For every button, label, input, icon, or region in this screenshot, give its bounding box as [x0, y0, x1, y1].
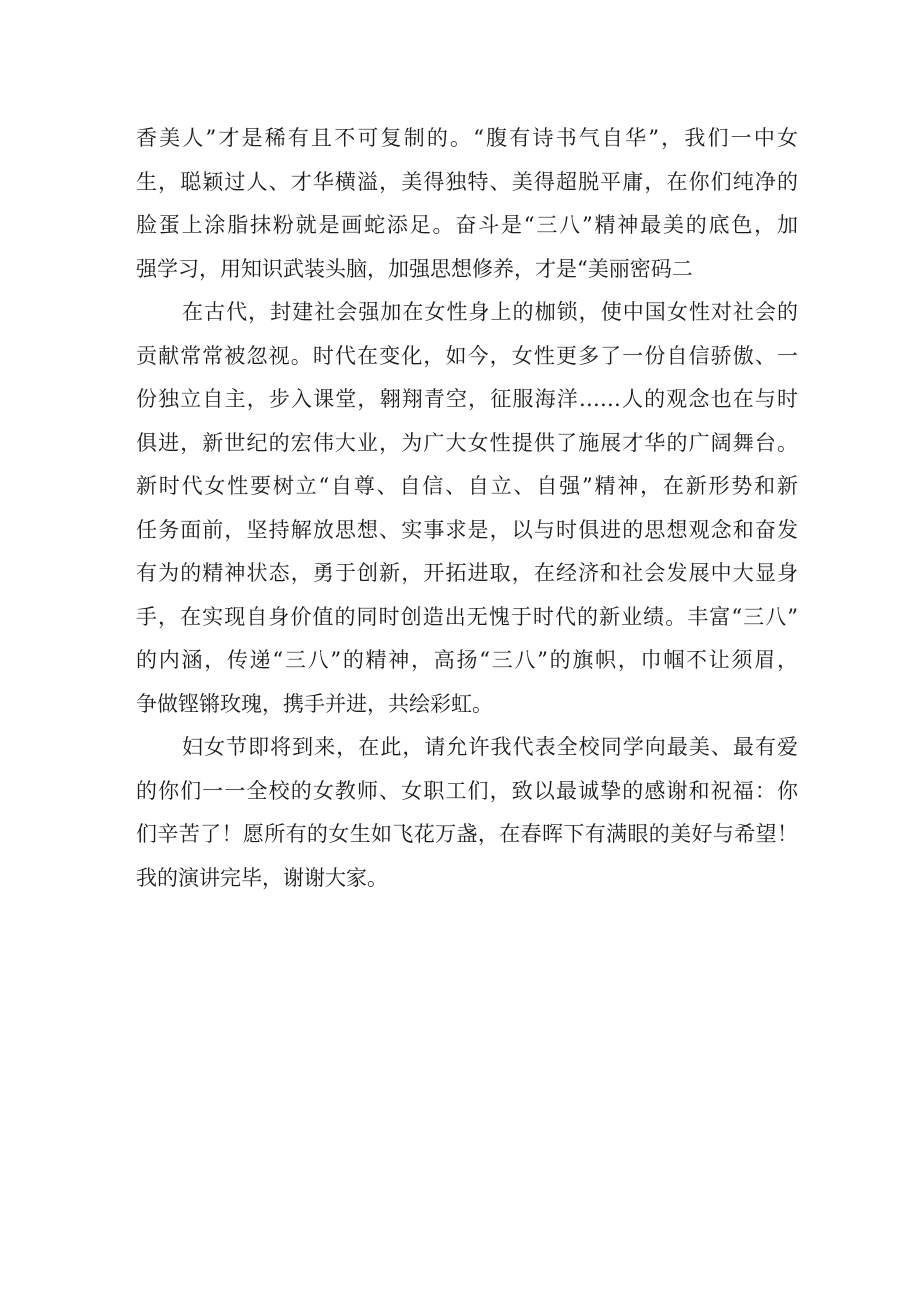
text-line: 在古代，封建社会强加在女性身上的枷锁，使中国女性对社会的	[182, 300, 798, 324]
text-line: 生，聪颖过人、才华横溢，美得独特、美得超脱平庸，在你们纯净的	[136, 169, 798, 194]
document-body	[136, 117, 798, 900]
text-line: 新时代女性要树立“自尊、自信、自立、自强”精神，在新形势和新	[136, 474, 798, 498]
text-line: 强学习，用知识武装头脑，加强思想修养，才是“美丽密码二	[136, 256, 693, 281]
text-line: 香美人”才是稀有且不可复制的。“腹有诗书气自华”，我们一中女	[136, 126, 798, 150]
text-line: 争做铿锵玫瑰，携手并进，共绘彩虹。	[136, 691, 493, 716]
text-line: 的你们一一全校的女教师、女职工们，致以最诚挚的感谢和祝福：你	[136, 778, 798, 803]
text-line: 任务面前，坚持解放思想、实事求是，以与时俱进的思想观念和奋发	[136, 517, 798, 542]
text-line: 有为的精神状态，勇于创新，开拓进取，在经济和社会发展中大显身	[136, 561, 798, 585]
text-line: 的内涵，传递“三八”的精神，高扬“三八”的旗帜，巾帼不让须眉，	[136, 648, 798, 672]
text-line: 们辛苦了！愿所有的女生如飞花万盏，在春晖下有满眼的美好与希望！	[136, 822, 798, 846]
text-line: 脸蛋上涂脂抹粉就是画蛇添足。奋斗是“三八”精神最美的底色，加	[136, 213, 798, 237]
text-line: 俱进，新世纪的宏伟大业，为广大女性提供了施展才华的广阔舞台。	[136, 430, 798, 455]
text-line: 我的演讲完毕，谢谢大家。	[136, 865, 388, 890]
text-line: 妇女节即将到来，在此，请允许我代表全校同学向最美、最有爱	[182, 735, 798, 759]
text-line: 手，在实现自身价值的同时创造出无愧于时代的新业绩。丰富“三八”	[136, 604, 798, 629]
text-line: 份独立自主，步入课堂，翱翔青空，征服海洋……人的观念也在与时	[136, 387, 798, 411]
text-line: 贡献常常被忽视。时代在变化，如今，女性更多了一份自信骄傲、一	[136, 343, 798, 368]
